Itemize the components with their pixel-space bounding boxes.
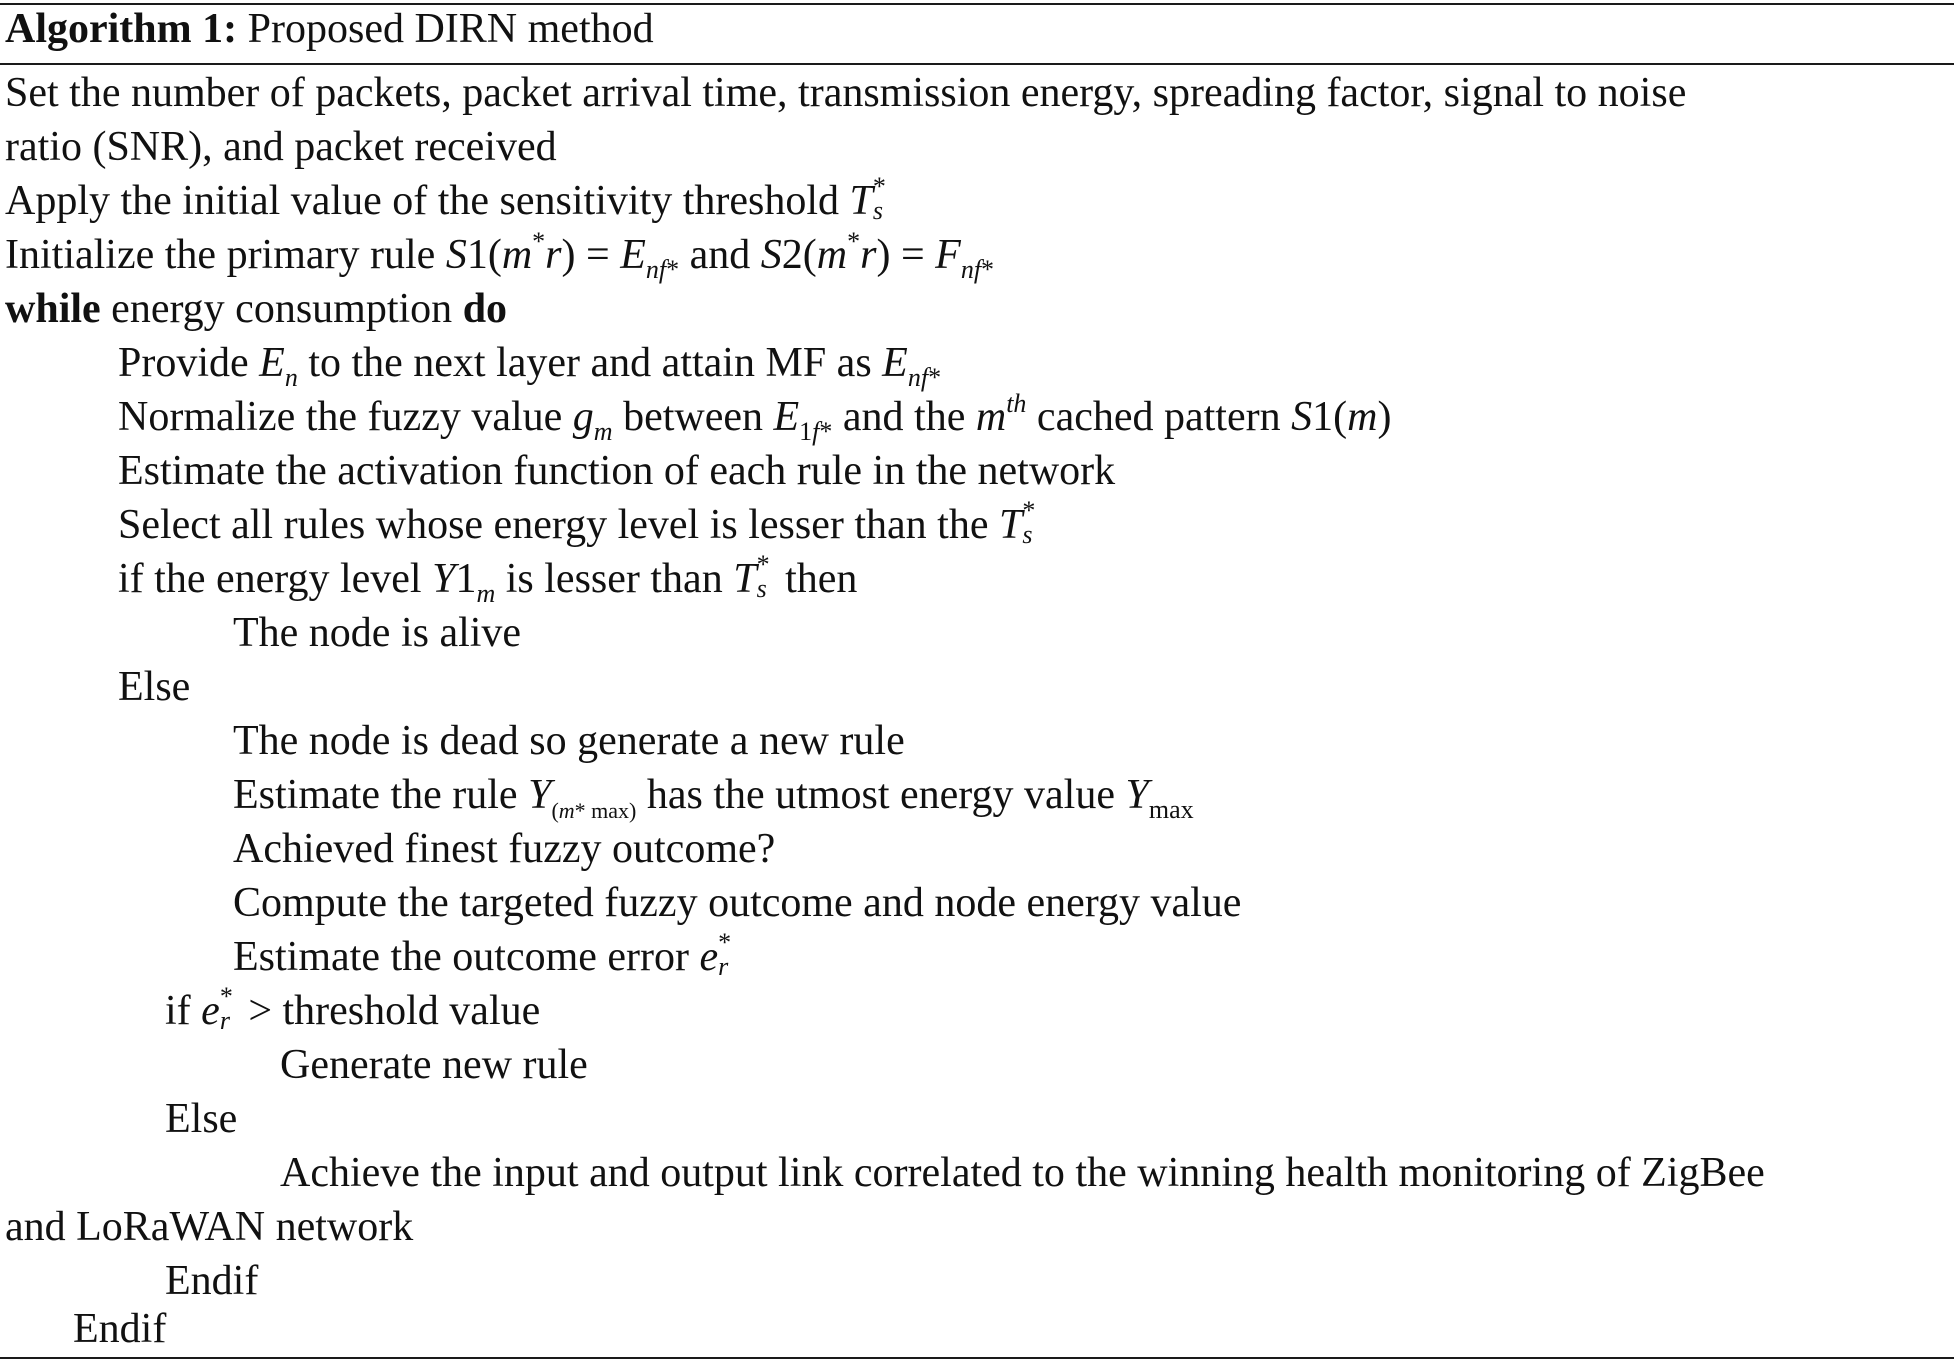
endif-inner: Endif (165, 1258, 259, 1304)
step-select-rules: Select all rules whose energy level is lesser than the T * s (118, 496, 1036, 549)
bottom-rule (0, 1357, 1954, 1359)
while-loop-header (5, 282, 507, 336)
else-keyword-inner: Else (165, 1096, 238, 1142)
step-if-error: if e * r > threshold value (165, 982, 541, 1035)
step-if-energy: if the energy level $Y1_m$ is lesser than T * s then (118, 550, 858, 608)
step-set-parameters-cont: ratio (SNR), and packet received (5, 124, 557, 170)
step-estimate-activation: Estimate the activation function of each rule in the network (118, 448, 1116, 494)
step-initialize-rule: Initialize the primary rule $S1(m^*r) = E_{nf*}$ and $S2(m^*r) = F_{nf*}$ (5, 227, 995, 284)
step-achieved: Achieved finest fuzzy outcome? (233, 826, 776, 872)
while-condition: energy consumption (111, 286, 453, 332)
step-estimate-rule: Estimate the rule $Y_{(m* max)}$ has the utmost energy value $Y_{max}$ (233, 772, 1194, 824)
step-node-alive: The node is alive (233, 610, 522, 656)
caption-rule (0, 63, 1954, 65)
step-achieve-link: Achieve the input and output link correlated to the winning health monitoring of ZigBee (280, 1150, 1765, 1196)
while-keyword: while (5, 286, 101, 332)
algorithm-caption (5, 2, 654, 56)
step-generate-rule: Generate new rule (280, 1042, 588, 1088)
step-text: Initialize the primary rule (5, 232, 436, 278)
step-provide: Provide $E_n$ to the next layer and attain MF as $E_{nf*}$ (118, 340, 942, 392)
step-estimate-error: Estimate the outcome error e * r (233, 928, 732, 981)
step-normalize: Normalize the fuzzy value $g_m$ between $E_{1f*}$ and the $m^{th}$ cached pattern S1(m) (118, 389, 1392, 446)
step-achieve-link-cont: and LoRaWAN network (5, 1204, 414, 1250)
do-keyword: do (462, 286, 508, 332)
step-set-parameters: Set the number of packets, packet arrival time, transmission energy, spreading factor, signal to noise (5, 70, 1687, 116)
step-and: and (689, 232, 751, 278)
step-compute: Compute the targeted fuzzy outcome and node energy value (233, 880, 1242, 926)
step-apply-threshold: Apply the initial value of the sensitivity threshold T * s (5, 172, 886, 225)
algorithm-label: Algorithm 1: (5, 6, 238, 52)
step-node-dead: The node is dead so generate a new rule (233, 718, 905, 764)
step-text: Apply the initial value of the sensitivity threshold (5, 178, 840, 224)
else-keyword: Else (118, 664, 191, 710)
algorithm-title: Proposed DIRN method (247, 6, 654, 52)
endif-outer: Endif (73, 1306, 167, 1352)
